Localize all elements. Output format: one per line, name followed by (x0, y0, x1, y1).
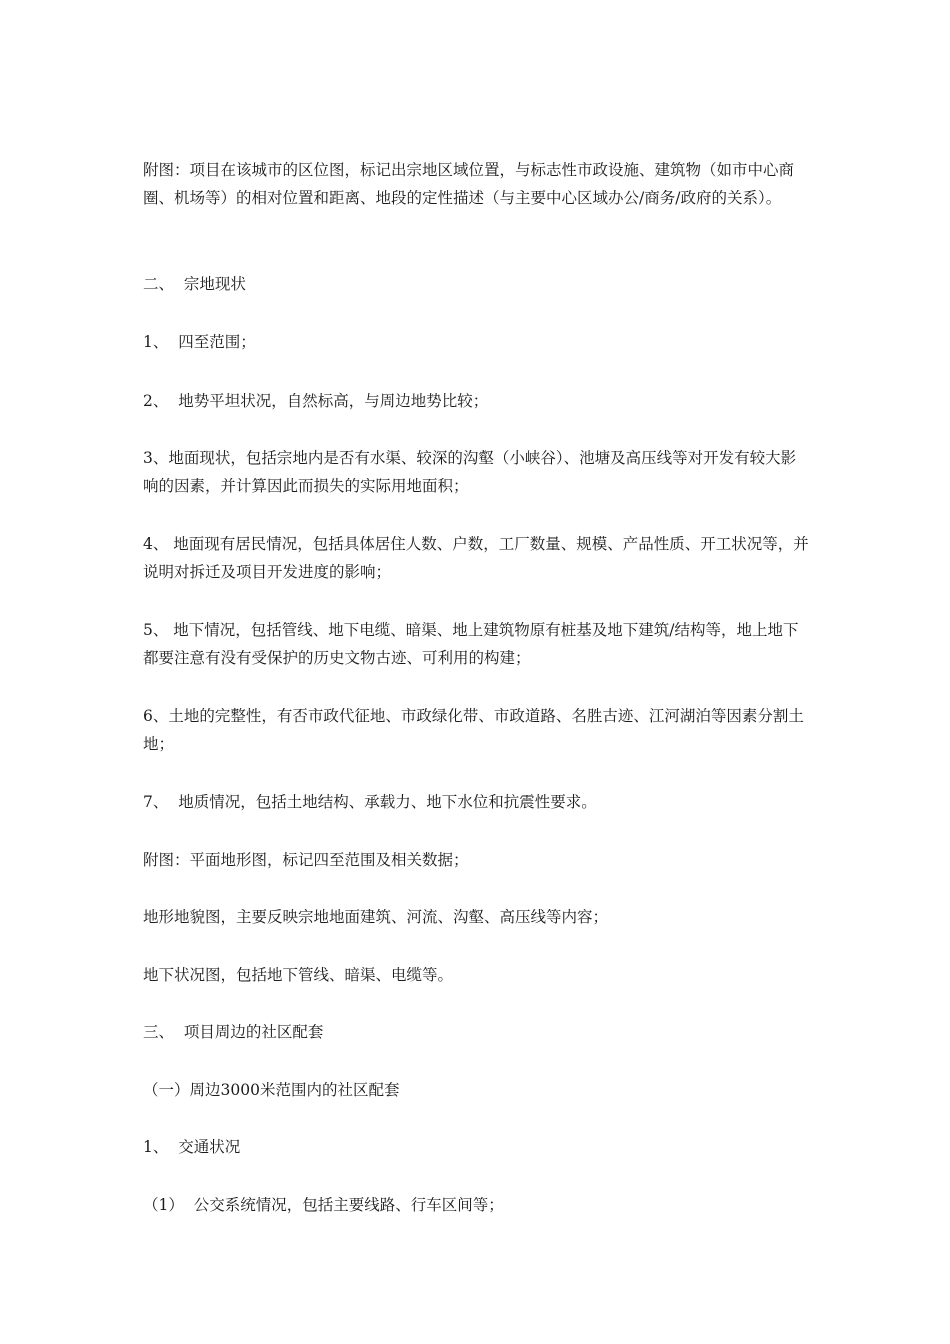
paragraph-underground-map: 地下状况图，包括地下管线、暗渠、电缆等。 (143, 966, 454, 984)
paragraph-location-map: 附图：项目在该城市的区位图，标记出宗地区域位置，与标志性市政设施、建筑物（如市中心商圈、机场等）的相对位置和距离、地段的定性描述（与主要中心区域办公/商务/政府的关系）。 (143, 161, 795, 207)
subheading-3000m: （一）周边3000米范围内的社区配套 (143, 1081, 400, 1099)
list-item-public-transport: （1） 公交系统情况，包括主要线路、行车区间等； (143, 1196, 504, 1214)
list-item-1: 1、 四至范围； (143, 333, 256, 351)
list-item-4: 4、 地面现有居民情况，包括具体居住人数、户数，工厂数量、规模、产品性质、开工状况等，并说明对拆迁及项目开发进度的影响； (143, 535, 809, 581)
list-item-6: 6、土地的完整性，有否市政代征地、市政绿化带、市政道路、名胜古迹、江河湖泊等因素分割土地； (143, 707, 804, 753)
list-item-3: 3、地面现状，包括宗地内是否有水渠、较深的沟壑（小峡谷）、池塘及高压线等对开发有较大影响的因素，并计算因此而损失的实际用地面积； (143, 449, 797, 495)
list-item-7: 7、 地质情况，包括土地结构、承载力、地下水位和抗震性要求。 (143, 793, 597, 811)
list-item-traffic: 1、 交通状况 (143, 1138, 241, 1156)
heading-section-three: 三、 项目周边的社区配套 (143, 1023, 324, 1041)
paragraph-landform-map: 地形地貌图，主要反映宗地地面建筑、河流、沟壑、高压线等内容； (143, 908, 609, 926)
heading-section-two: 二、 宗地现状 (143, 275, 246, 293)
paragraph-terrain-map: 附图：平面地形图，标记四至范围及相关数据； (143, 851, 469, 869)
list-item-5: 5、 地下情况，包括管线、地下电缆、暗渠、地上建筑物原有桩基及地下建筑/结构等，地上地下都要注意有没有受保护的历史文物古迹、可利用的构建； (143, 621, 799, 667)
list-item-2: 2、 地势平坦状况，自然标高，与周边地势比较； (143, 392, 489, 410)
